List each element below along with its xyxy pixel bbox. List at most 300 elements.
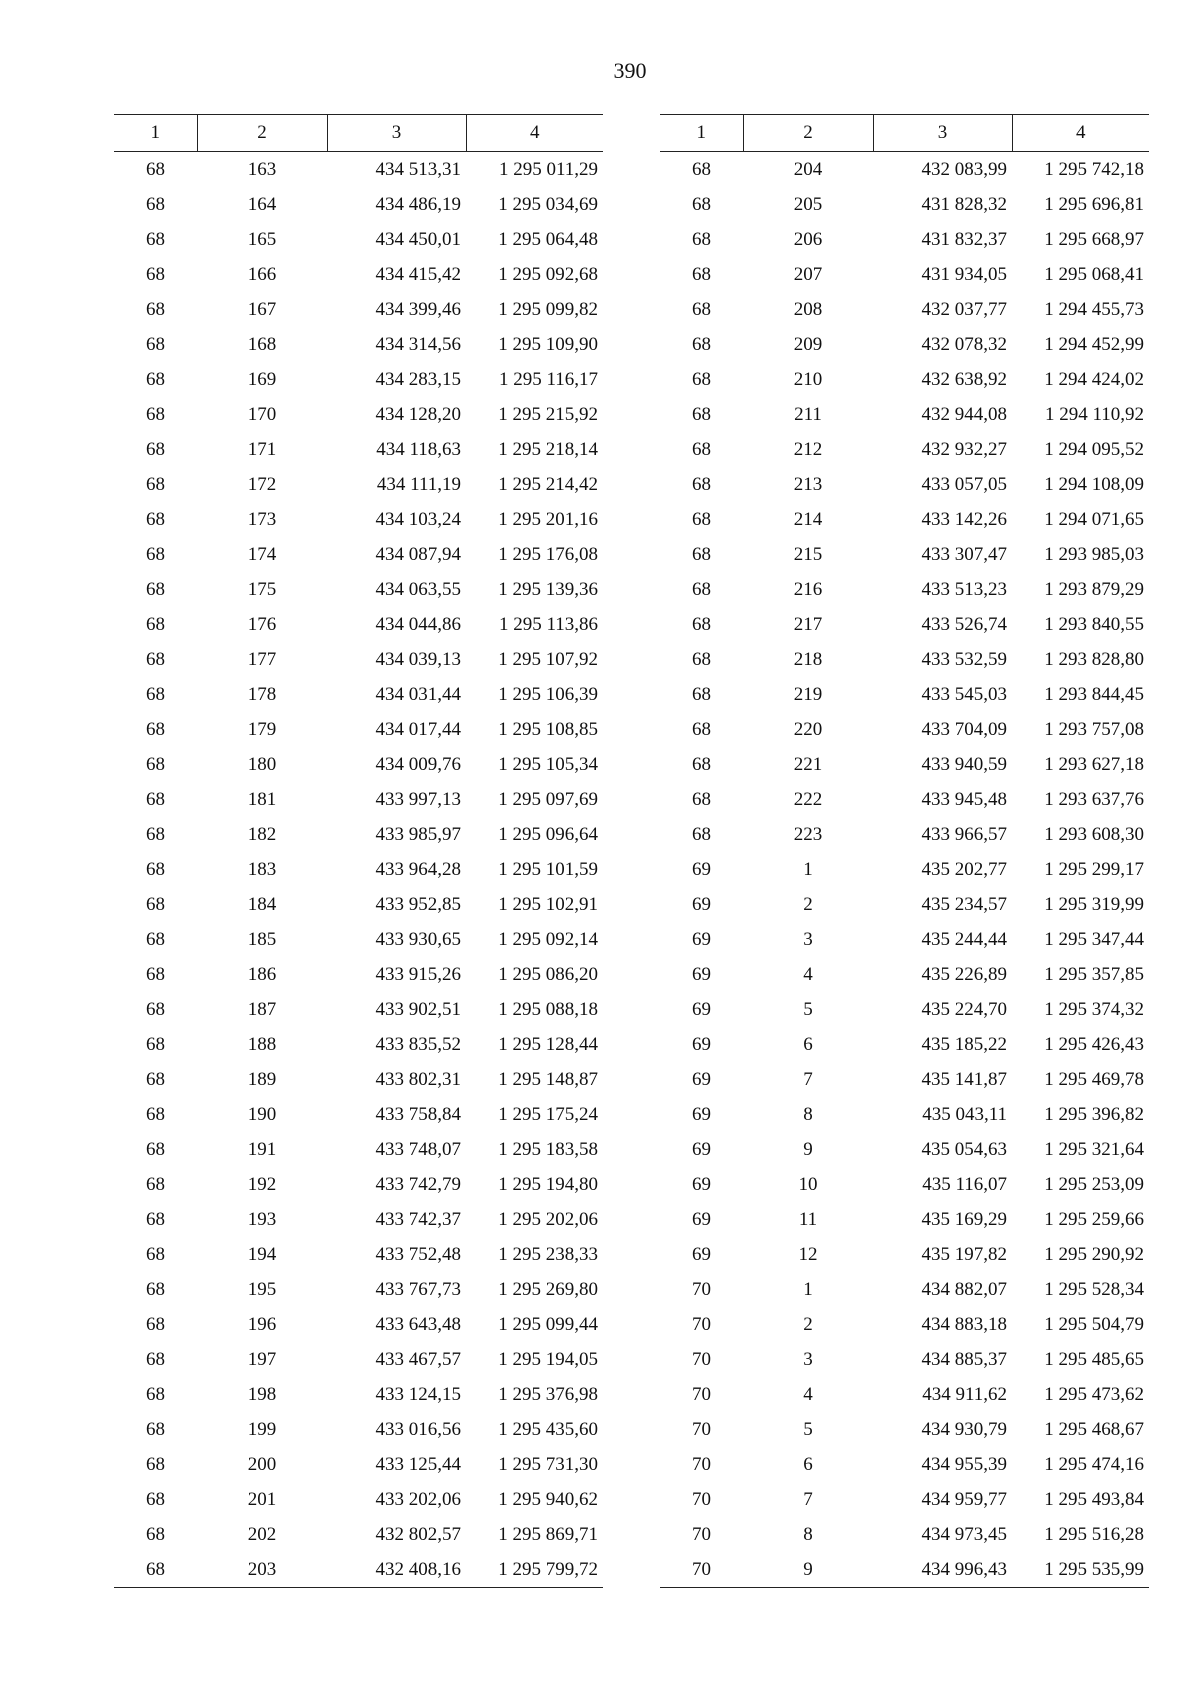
table-row — [114, 992, 603, 1027]
cell-col-1: 68 — [692, 473, 711, 495]
cell-col-2: 173 — [247, 508, 277, 530]
cell-col-3: 434 450,01 — [375, 228, 461, 250]
cell-col-3: 434 044,86 — [375, 613, 461, 635]
cell-col-1: 68 — [146, 1523, 165, 1545]
cell-col-2: 209 — [793, 333, 823, 355]
cell-col-2: 168 — [247, 333, 277, 355]
table-row — [660, 817, 1149, 852]
cell-col-3: 433 513,23 — [921, 578, 1007, 600]
cell-col-1: 68 — [692, 263, 711, 285]
table-row — [114, 817, 603, 852]
column-header: 3 — [327, 115, 466, 152]
cell-col-3: 433 742,37 — [375, 1208, 461, 1230]
cell-col-1: 70 — [692, 1418, 711, 1440]
cell-col-3: 432 932,27 — [921, 438, 1007, 460]
cell-col-2: 8 — [803, 1103, 813, 1125]
table-row — [660, 922, 1149, 957]
cell-col-4: 1 295 105,34 — [498, 753, 598, 775]
table-row — [660, 1167, 1149, 1202]
cell-col-4: 1 294 452,99 — [1044, 333, 1144, 355]
cell-col-1: 68 — [692, 578, 711, 600]
cell-col-4: 1 295 088,18 — [498, 998, 598, 1020]
cell-col-4: 1 295 319,99 — [1044, 893, 1144, 915]
cell-col-2: 210 — [793, 368, 823, 390]
cell-col-2: 170 — [247, 403, 277, 425]
cell-col-2: 203 — [197, 1552, 327, 1588]
cell-col-4: 1 295 096,64 — [498, 823, 598, 845]
cell-col-1: 68 — [146, 963, 165, 985]
cell-col-4: 1 295 107,92 — [498, 648, 598, 670]
cell-col-4: 1 295 668,97 — [1044, 228, 1144, 250]
cell-col-1: 68 — [146, 648, 165, 670]
cell-col-4: 1 295 485,65 — [1044, 1348, 1144, 1370]
cell-col-3: 432 037,77 — [921, 298, 1007, 320]
cell-col-4: 1 295 269,80 — [498, 1278, 598, 1300]
table-row — [114, 1307, 603, 1342]
table-row — [114, 187, 603, 222]
table-row — [114, 1167, 603, 1202]
cell-col-2: 197 — [247, 1348, 277, 1370]
cell-col-1: 69 — [692, 1243, 711, 1265]
table-row — [114, 642, 603, 677]
cell-col-3: 434 513,31 — [375, 158, 461, 180]
cell-col-2: 220 — [793, 718, 823, 740]
table-row — [114, 957, 603, 992]
cell-col-2: 177 — [247, 648, 277, 670]
cell-col-4: 1 295 696,81 — [1044, 193, 1144, 215]
cell-col-2: 207 — [793, 263, 823, 285]
cell-col-4: 1 295 086,20 — [498, 963, 598, 985]
cell-col-1: 68 — [146, 1033, 165, 1055]
cell-col-3: 434 314,56 — [375, 333, 461, 355]
table-row — [114, 747, 603, 782]
table-row — [114, 397, 603, 432]
cell-col-1: 68 — [146, 1173, 165, 1195]
cell-col-1: 68 — [692, 788, 711, 810]
table-row — [114, 1202, 603, 1237]
table-row — [660, 397, 1149, 432]
table-row — [114, 1027, 603, 1062]
table-row — [114, 922, 603, 957]
cell-col-4: 1 295 201,16 — [498, 508, 598, 530]
cell-col-4: 1 295 504,79 — [1044, 1313, 1144, 1335]
cell-col-1: 68 — [692, 298, 711, 320]
cell-col-4: 1 295 116,17 — [498, 368, 598, 390]
cell-col-4: 1 295 113,86 — [498, 613, 598, 635]
cell-col-1: 68 — [146, 718, 165, 740]
cell-col-3: 434 882,07 — [921, 1278, 1007, 1300]
cell-col-3: 434 955,39 — [921, 1453, 1007, 1475]
table-row — [660, 1377, 1149, 1412]
cell-col-4: 1 295 108,85 — [498, 718, 598, 740]
table-row — [114, 362, 603, 397]
cell-col-1: 68 — [692, 193, 711, 215]
table-row — [660, 607, 1149, 642]
column-header: 2 — [197, 115, 327, 152]
cell-col-1: 69 — [692, 1173, 711, 1195]
cell-col-4: 1 295 528,34 — [1044, 1278, 1144, 1300]
cell-col-3: 433 758,84 — [375, 1103, 461, 1125]
cell-col-3: 433 985,97 — [375, 823, 461, 845]
cell-col-2: 193 — [247, 1208, 277, 1230]
cell-col-3: 434 486,19 — [375, 193, 461, 215]
cell-col-3: 433 057,05 — [921, 473, 1007, 495]
cell-col-1: 70 — [692, 1278, 711, 1300]
cell-col-4: 1 293 828,80 — [1044, 648, 1144, 670]
cell-col-3: 435 054,63 — [921, 1138, 1007, 1160]
cell-col-1: 68 — [146, 158, 165, 180]
cell-col-3: 434 111,19 — [376, 473, 461, 495]
table-row — [660, 292, 1149, 327]
cell-col-3: 433 767,73 — [375, 1278, 461, 1300]
cell-col-2: 184 — [247, 893, 277, 915]
cell-col-2: 167 — [247, 298, 277, 320]
cell-col-4: 1 295 092,14 — [498, 928, 598, 950]
cell-col-3: 433 964,28 — [375, 858, 461, 880]
table-row — [660, 747, 1149, 782]
table-row — [114, 712, 603, 747]
cell-col-1: 68 — [146, 1383, 165, 1405]
cell-col-1: 68 — [692, 753, 711, 775]
cell-col-3: 433 752,48 — [375, 1243, 461, 1265]
cell-col-2: 175 — [247, 578, 277, 600]
cell-col-3: 433 945,48 — [921, 788, 1007, 810]
table-row — [114, 887, 603, 922]
cell-col-1: 70 — [692, 1383, 711, 1405]
cell-col-2: 182 — [247, 823, 277, 845]
table-row — [114, 1132, 603, 1167]
cell-col-4: 1 293 608,30 — [1044, 823, 1144, 845]
table-row — [660, 502, 1149, 537]
cell-col-3: 434 415,42 — [375, 263, 461, 285]
table-row — [660, 712, 1149, 747]
table-row — [114, 1447, 603, 1482]
cell-col-3: 433 802,31 — [375, 1068, 461, 1090]
cell-col-2: 4 — [803, 1383, 813, 1405]
cell-col-3: 433 748,07 — [375, 1138, 461, 1160]
cell-col-2: 211 — [794, 403, 822, 425]
cell-col-2: 6 — [803, 1033, 813, 1055]
table-row — [660, 222, 1149, 257]
table-row — [114, 222, 603, 257]
table-row — [660, 572, 1149, 607]
cell-col-3: 434 017,44 — [375, 718, 461, 740]
cell-col-2: 196 — [247, 1313, 277, 1335]
cell-col-3: 434 128,20 — [375, 403, 461, 425]
cell-col-3: 432 638,92 — [921, 368, 1007, 390]
cell-col-1: 70 — [692, 1523, 711, 1545]
table-row — [660, 1097, 1149, 1132]
cell-col-2: 176 — [247, 613, 277, 635]
cell-col-2: 12 — [798, 1243, 818, 1265]
cell-col-3: 433 532,59 — [921, 648, 1007, 670]
cell-col-2: 3 — [803, 928, 813, 950]
cell-col-3: 431 832,37 — [921, 228, 1007, 250]
cell-col-1: 68 — [692, 333, 711, 355]
page-number: 390 — [613, 58, 647, 83]
cell-col-3: 434 063,55 — [375, 578, 461, 600]
cell-col-4: 1 295 940,62 — [498, 1488, 598, 1510]
column-header: 4 — [1012, 115, 1149, 152]
cell-col-1: 68 — [692, 718, 711, 740]
cell-col-2: 208 — [793, 298, 823, 320]
cell-col-3: 435 202,77 — [921, 858, 1007, 880]
cell-col-4: 1 293 637,76 — [1044, 788, 1144, 810]
cell-col-3: 433 467,57 — [375, 1348, 461, 1370]
table-row — [660, 992, 1149, 1027]
cell-col-3: 432 802,57 — [375, 1523, 461, 1545]
cell-col-2: 179 — [247, 718, 277, 740]
cell-col-2: 7 — [803, 1068, 813, 1090]
cell-col-3: 433 902,51 — [375, 998, 461, 1020]
table-row — [660, 887, 1149, 922]
cell-col-2: 216 — [793, 578, 823, 600]
table-row — [660, 852, 1149, 887]
table-row — [660, 467, 1149, 502]
cell-col-4: 1 295 347,44 — [1044, 928, 1144, 950]
cell-col-4: 1 294 071,65 — [1044, 508, 1144, 530]
cell-col-4: 1 295 194,05 — [498, 1348, 598, 1370]
cell-col-1: 68 — [146, 1488, 165, 1510]
cell-col-2: 218 — [793, 648, 823, 670]
table-row — [114, 152, 603, 188]
cell-col-2: 169 — [247, 368, 277, 390]
cell-col-1: 69 — [692, 858, 711, 880]
cell-col-3: 433 016,56 — [375, 1418, 461, 1440]
cell-col-4: 1 295 468,67 — [1044, 1418, 1144, 1440]
cell-col-3: 435 224,70 — [921, 998, 1007, 1020]
cell-col-2: 194 — [247, 1243, 277, 1265]
cell-col-2: 172 — [247, 473, 277, 495]
cell-col-3: 432 944,08 — [921, 403, 1007, 425]
table-row — [660, 1552, 1149, 1588]
cell-col-4: 1 294 095,52 — [1044, 438, 1144, 460]
cell-col-2: 5 — [803, 1418, 813, 1440]
cell-col-4: 1 295 426,43 — [1044, 1033, 1144, 1055]
cell-col-1: 68 — [114, 1552, 197, 1588]
cell-col-2: 223 — [793, 823, 823, 845]
cell-col-3: 435 169,29 — [921, 1208, 1007, 1230]
table-row — [114, 1482, 603, 1517]
cell-col-1: 70 — [692, 1348, 711, 1370]
cell-col-1: 68 — [146, 1348, 165, 1370]
cell-col-1: 68 — [146, 1418, 165, 1440]
table-row — [114, 327, 603, 362]
cell-col-1: 69 — [692, 893, 711, 915]
cell-col-4: 1 295 139,36 — [498, 578, 598, 600]
cell-col-1: 68 — [146, 1103, 165, 1125]
cell-col-1: 68 — [146, 543, 165, 565]
cell-col-4: 1 295 742,18 — [1044, 158, 1144, 180]
cell-col-2: 164 — [247, 193, 277, 215]
cell-col-1: 68 — [146, 858, 165, 880]
cell-col-2: 219 — [793, 683, 823, 705]
cell-col-4: 1 295 435,60 — [498, 1418, 598, 1440]
table-row — [114, 607, 603, 642]
cell-col-1: 68 — [146, 263, 165, 285]
cell-col-3: 434 973,45 — [921, 1523, 1007, 1545]
cell-col-2: 178 — [247, 683, 277, 705]
cell-col-1: 68 — [146, 508, 165, 530]
cell-col-2: 7 — [803, 1488, 813, 1510]
table-row — [114, 677, 603, 712]
cell-col-3: 433 835,52 — [375, 1033, 461, 1055]
table-row — [660, 187, 1149, 222]
cell-col-4: 1 295 290,92 — [1044, 1243, 1144, 1265]
table-row — [114, 572, 603, 607]
cell-col-4: 1 295 068,41 — [1044, 263, 1144, 285]
cell-col-4: 1 295 799,72 — [466, 1552, 603, 1588]
cell-col-1: 69 — [692, 1208, 711, 1230]
cell-col-1: 70 — [692, 1453, 711, 1475]
cell-col-4: 1 293 757,08 — [1044, 718, 1144, 740]
cell-col-3: 433 124,15 — [375, 1383, 461, 1405]
table-row — [660, 1132, 1149, 1167]
cell-col-4: 1 295 493,84 — [1044, 1488, 1144, 1510]
cell-col-4: 1 295 202,06 — [498, 1208, 598, 1230]
cell-col-1: 68 — [692, 228, 711, 250]
cell-col-3: 434 031,44 — [375, 683, 461, 705]
table-row — [660, 1237, 1149, 1272]
cell-col-1: 68 — [146, 1453, 165, 1475]
table-row — [114, 1342, 603, 1377]
cell-col-2: 192 — [247, 1173, 277, 1195]
cell-col-4: 1 295 218,14 — [498, 438, 598, 460]
table-row — [114, 1377, 603, 1412]
cell-col-2: 180 — [247, 753, 277, 775]
table-row — [660, 362, 1149, 397]
cell-col-3: 432 078,32 — [921, 333, 1007, 355]
cell-col-4: 1 295 238,33 — [498, 1243, 598, 1265]
cell-col-3: 435 226,89 — [921, 963, 1007, 985]
cell-col-1: 68 — [146, 473, 165, 495]
column-header: 4 — [466, 115, 603, 152]
cell-col-4: 1 293 985,03 — [1044, 543, 1144, 565]
cell-col-1: 68 — [692, 368, 711, 390]
cell-col-3: 433 545,03 — [921, 683, 1007, 705]
cell-col-1: 68 — [146, 893, 165, 915]
column-header: 1 — [114, 115, 197, 152]
cell-col-3: 435 185,22 — [921, 1033, 1007, 1055]
cell-col-3: 433 526,74 — [921, 613, 1007, 635]
cell-col-4: 1 294 108,09 — [1044, 473, 1144, 495]
cell-col-3: 431 934,05 — [921, 263, 1007, 285]
cell-col-1: 68 — [146, 683, 165, 705]
cell-col-4: 1 295 064,48 — [498, 228, 598, 250]
cell-col-3: 433 742,79 — [375, 1173, 461, 1195]
cell-col-3: 434 118,63 — [376, 438, 461, 460]
cell-col-3: 433 915,26 — [375, 963, 461, 985]
cell-col-2: 202 — [247, 1523, 277, 1545]
cell-col-1: 68 — [692, 683, 711, 705]
table-row — [114, 257, 603, 292]
cell-col-3: 435 141,87 — [921, 1068, 1007, 1090]
cell-col-2: 188 — [247, 1033, 277, 1055]
cell-col-1: 69 — [692, 963, 711, 985]
cell-col-1: 69 — [692, 1103, 711, 1125]
cell-col-4: 1 295 374,32 — [1044, 998, 1144, 1020]
table-row — [114, 1237, 603, 1272]
table-row — [114, 292, 603, 327]
cell-col-3: 435 244,44 — [921, 928, 1007, 950]
cell-col-4: 1 295 034,69 — [498, 193, 598, 215]
cell-col-3: 433 142,26 — [921, 508, 1007, 530]
cell-col-2: 166 — [247, 263, 277, 285]
table-row — [660, 1447, 1149, 1482]
table-row — [114, 1062, 603, 1097]
cell-col-4: 1 294 424,02 — [1044, 368, 1144, 390]
cell-col-1: 68 — [146, 1243, 165, 1265]
cell-col-4: 1 294 110,92 — [1044, 403, 1144, 425]
cell-col-2: 201 — [247, 1488, 277, 1510]
table-row — [114, 1272, 603, 1307]
cell-col-4: 1 293 844,45 — [1044, 683, 1144, 705]
table-row — [660, 327, 1149, 362]
cell-col-2: 163 — [247, 158, 277, 180]
cell-col-2: 190 — [247, 1103, 277, 1125]
table-row — [114, 432, 603, 467]
cell-col-1: 68 — [692, 403, 711, 425]
cell-col-2: 3 — [803, 1348, 813, 1370]
table-row — [660, 677, 1149, 712]
cell-col-2: 213 — [793, 473, 823, 495]
table-row — [114, 1517, 603, 1552]
cell-col-4: 1 295 101,59 — [498, 858, 598, 880]
cell-col-3: 435 043,11 — [922, 1103, 1007, 1125]
cell-col-3: 434 283,15 — [375, 368, 461, 390]
cell-col-2: 165 — [247, 228, 277, 250]
cell-col-4: 1 295 215,92 — [498, 403, 598, 425]
cell-col-4: 1 293 840,55 — [1044, 613, 1144, 635]
cell-col-2: 205 — [793, 193, 823, 215]
cell-col-4: 1 295 259,66 — [1044, 1208, 1144, 1230]
cell-col-1: 68 — [692, 823, 711, 845]
cell-col-3: 434 930,79 — [921, 1418, 1007, 1440]
cell-col-1: 68 — [692, 648, 711, 670]
table-header-row — [660, 115, 1149, 152]
cell-col-2: 2 — [803, 893, 813, 915]
cell-col-4: 1 295 469,78 — [1044, 1068, 1144, 1090]
cell-col-3: 434 885,37 — [921, 1348, 1007, 1370]
coordinates-table-right — [660, 114, 1149, 1588]
cell-col-4: 1 295 109,90 — [498, 333, 598, 355]
cell-col-4: 1 295 473,62 — [1044, 1383, 1144, 1405]
cell-col-3: 432 408,16 — [327, 1552, 466, 1588]
cell-col-2: 1 — [803, 858, 813, 880]
cell-col-2: 9 — [743, 1552, 873, 1588]
cell-col-4: 1 295 299,17 — [1044, 858, 1144, 880]
cell-col-4: 1 295 253,09 — [1044, 1173, 1144, 1195]
table-header-row — [114, 115, 603, 152]
cell-col-2: 198 — [247, 1383, 277, 1405]
cell-col-4: 1 295 396,82 — [1044, 1103, 1144, 1125]
cell-col-1: 69 — [692, 1068, 711, 1090]
cell-col-2: 2 — [803, 1313, 813, 1335]
cell-col-2: 183 — [247, 858, 277, 880]
cell-col-2: 214 — [793, 508, 823, 530]
table-row — [660, 782, 1149, 817]
cell-col-4: 1 295 011,29 — [498, 158, 598, 180]
table-row — [660, 1202, 1149, 1237]
cell-col-4: 1 295 102,91 — [498, 893, 598, 915]
cell-col-2: 186 — [247, 963, 277, 985]
cell-col-2: 9 — [803, 1138, 813, 1160]
cell-col-3: 435 234,57 — [921, 893, 1007, 915]
table-row — [660, 152, 1149, 188]
table-row — [660, 1027, 1149, 1062]
cell-col-2: 191 — [247, 1138, 277, 1160]
cell-col-1: 69 — [692, 998, 711, 1020]
